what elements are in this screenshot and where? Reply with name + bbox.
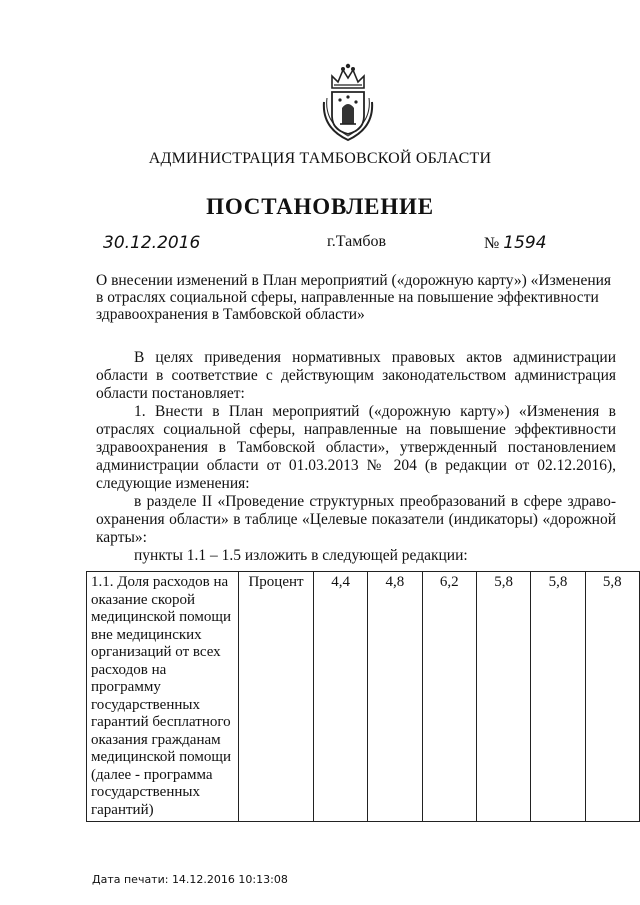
print-date-footer: Дата печати: 14.12.2016 10:13:08 <box>92 873 288 886</box>
subject-line: здравоохранения в Тамбовской области» <box>96 306 365 323</box>
value-cell: 6,2 <box>422 572 476 822</box>
indicators-table <box>86 571 640 822</box>
body-line: карты»: <box>96 529 147 546</box>
body-line: следующие изменения: <box>96 475 250 492</box>
document-type-title: ПОСТАНОВЛЕНИЕ <box>206 194 434 219</box>
indicator-line: (далее - программа <box>91 766 213 783</box>
indicator-line: государственных <box>91 696 200 713</box>
indicator-line: вне медицинских <box>91 626 202 643</box>
number-value: 1594 <box>503 233 547 253</box>
indicator-line: гарантий) <box>91 801 154 818</box>
document-body <box>96 349 616 565</box>
unit-cell: Процент <box>239 572 314 822</box>
document-subject <box>96 272 616 323</box>
organization-name: АДМИНИСТРАЦИЯ ТАМБОВСКОЙ ОБЛАСТИ <box>148 150 492 167</box>
value-cell: 5,8 <box>476 572 530 822</box>
body-line: области постановляет: <box>96 385 245 402</box>
indicator-line: 1.1. Доля расходов на <box>91 574 229 590</box>
indicator-line: медицинской помощи <box>91 749 231 765</box>
subject-line: О внесении изменений в План мероприятий («дорожную карту») «Изменения <box>96 272 612 289</box>
indicator-line: медицинской помощи <box>91 609 231 625</box>
indicator-line: программу <box>91 679 161 695</box>
indicator-line: организаций от всех <box>91 644 221 660</box>
body-line: области в соответствие с действующим законодательством администрация <box>96 367 616 384</box>
body-line: отраслях социальной сферы, направленные на повышение эффективности <box>96 421 616 438</box>
body-line: здравоохранения в Тамбовской области», утвержденный постановлением <box>96 439 616 456</box>
body-line: пункты 1.1 – 1.5 изложить в следующей редакции: <box>134 547 468 564</box>
value-cell: 4,4 <box>313 572 367 822</box>
indicator-line: оказание скорой <box>91 591 195 608</box>
document-city: г.Тамбов <box>327 233 387 250</box>
subject-line: в отраслях социальной сферы, направленные на повышение эффективности <box>96 289 599 306</box>
indicator-name-cell <box>87 572 239 822</box>
body-line: в разделе II «Проведение структурных преобразований в сфере здраво- <box>134 493 616 510</box>
number-label: № <box>484 235 500 252</box>
value-cell: 4,8 <box>368 572 422 822</box>
body-line: администрации области от 01.03.2013 № 204 (в редакции от 02.12.2016), <box>96 457 616 474</box>
coat-of-arms-icon <box>318 62 378 142</box>
document-date: 30.12.2016 <box>103 233 201 253</box>
indicator-line: государственных <box>91 784 200 800</box>
indicator-line: оказания гражданам <box>91 731 221 748</box>
indicator-line: расходов на <box>91 661 167 678</box>
table-row <box>87 572 640 822</box>
body-line: охранения области» в таблице «Целевые показатели (индикаторы) «дорожной <box>96 511 616 528</box>
body-line: В целях приведения нормативных правовых актов администрации <box>134 349 616 366</box>
value-cell: 5,8 <box>531 572 585 822</box>
document-number <box>484 233 547 253</box>
body-line: 1. Внести в План мероприятий («дорожную карту») «Изменения в <box>134 403 616 420</box>
indicator-line: гарантий бесплатного <box>91 714 231 730</box>
value-cell: 5,8 <box>585 572 639 822</box>
